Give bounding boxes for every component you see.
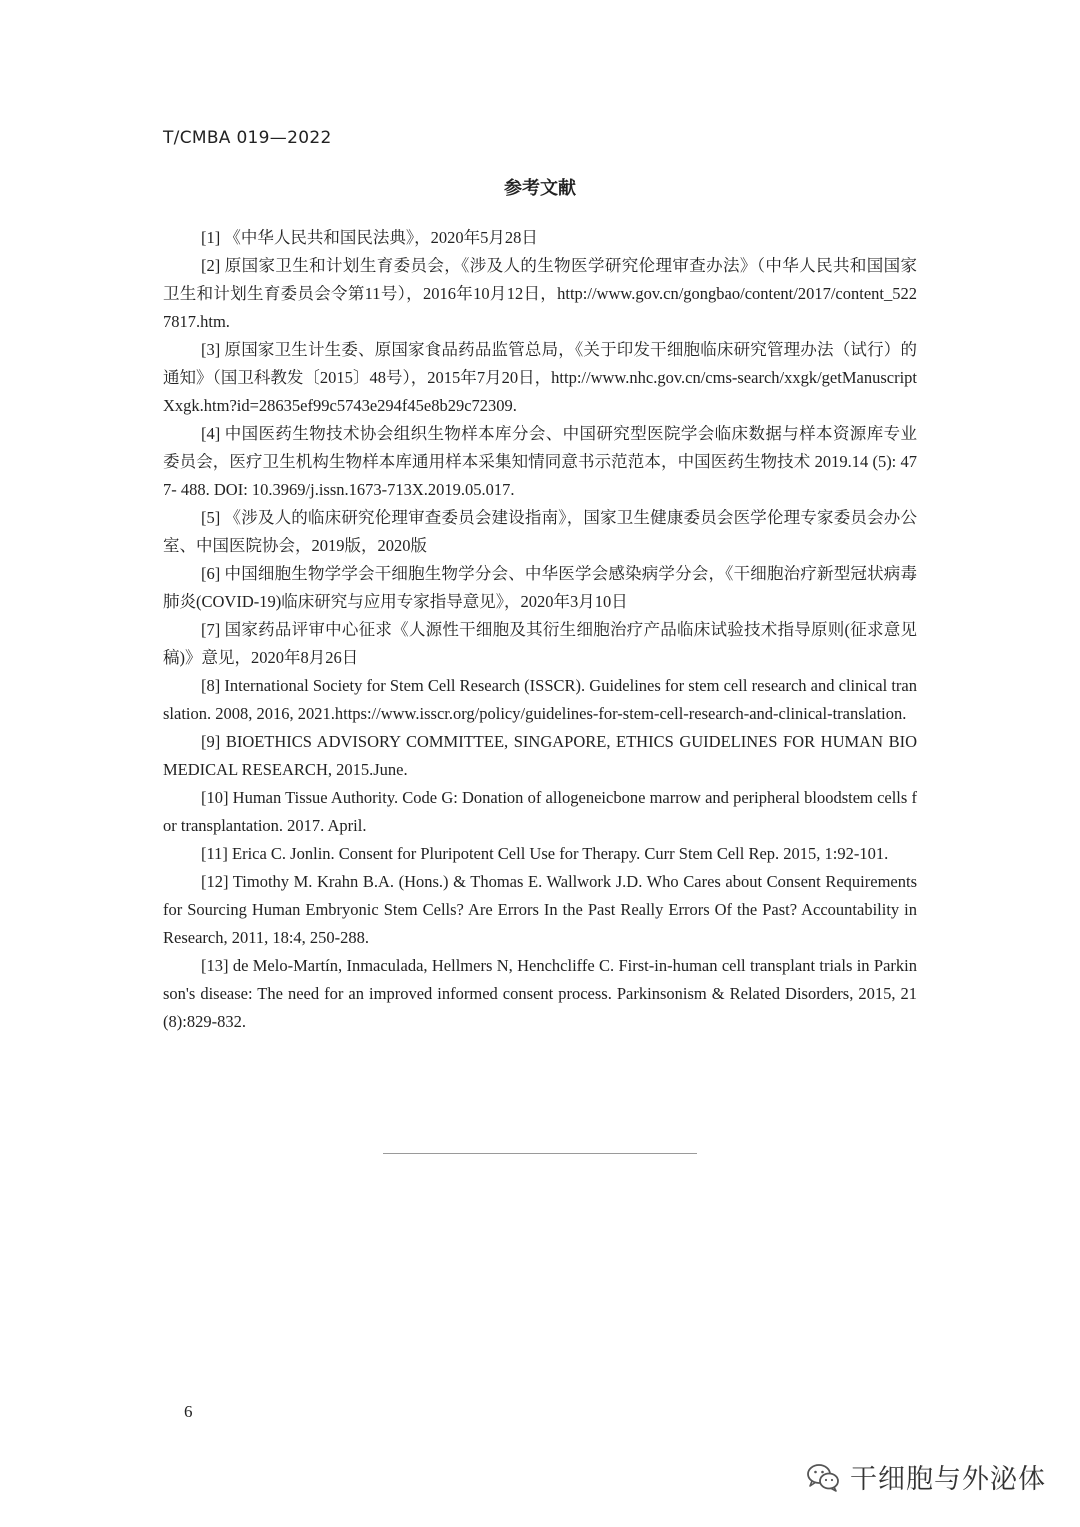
reference-item: [6] 中国细胞生物学学会干细胞生物学分会、中华医学会感染病学分会，《干细胞治疗新型冠状病毒肺炎(COVID-19)临床研究与应用专家指导意见》，2020年3月10日: [163, 564, 917, 611]
watermark: [806, 1457, 1046, 1496]
reference-item: [11] Erica C. Jonlin. Consent for Pluripotent Cell Use for Therapy. Curr Stem Cell Rep. 2015, 1:92-101.: [201, 844, 889, 863]
end-rule: [383, 1153, 697, 1154]
reference-item: [1] 《中华人民共和国民法典》，2020年5月28日: [201, 228, 538, 247]
reference-item: [3] 原国家卫生计生委、原国家食品药品监管总局，《关于印发干细胞临床研究管理办法（试行）的通知》（国卫科教发〔2015〕48号），2015年7月20日，http://www.nhc.gov.cn/cms-search/xxgk/getManuscriptXxgk.htm?id=28635ef99c5743e294f45e8b29c72309.: [163, 340, 917, 415]
reference-item: [5] 《涉及人的临床研究伦理审查委员会建设指南》，国家卫生健康委员会医学伦理专家委员会办公室、中国医院协会，2019版，2020版: [163, 508, 917, 555]
standard-code: T/CMBA 019—2022: [163, 128, 332, 148]
section-title: 参考文献: [504, 178, 576, 199]
reference-item: [9] BIOETHICS ADVISORY COMMITTEE, SINGAPORE, ETHICS GUIDELINES FOR HUMAN BIOMEDICAL RESEARCH, 2015.June.: [163, 732, 917, 779]
reference-list: [163, 224, 917, 1036]
reference-item: [12] Timothy M. Krahn B.A. (Hons.) & Thomas E. Wallwork J.D. Who Cares about Consent Requirements for Sourcing Human Embryonic Stem Cells? Are Errors In the Past Really Errors Of the Past? Accountability in Research, 2011, 18:4, 250-288.: [163, 872, 917, 947]
reference-item: [8] International Society for Stem Cell Research (ISSCR). Guidelines for stem cell research and clinical translation. 2008, 2016, 2021.https://www.isscr.org/policy/guidelines-for-stem-cell-research-and-clinical-translation.: [163, 676, 917, 723]
page-number: 6: [184, 1402, 193, 1421]
reference-item: [7] 国家药品评审中心征求《人源性干细胞及其衍生细胞治疗产品临床试验技术指导原则(征求意见稿)》意见，2020年8月26日: [163, 620, 917, 667]
wechat-icon: [806, 1462, 840, 1492]
watermark-text: 干细胞与外泌体: [850, 1464, 1046, 1495]
reference-item: [13] de Melo-Martín, Inmaculada, Hellmers N, Henchcliffe C. First-in-human cell transplant trials in Parkinson's disease: The need for an improved informed consent process. Parkinsonism & Related Disorders, 2015, 21(8):829-832.: [163, 956, 917, 1031]
reference-item: [2] 原国家卫生和计划生育委员会，《涉及人的生物医学研究伦理审查办法》（中华人民共和国国家卫生和计划生育委员会令第11号），2016年10月12日，http://www.gov.cn/gongbao/content/2017/content_5227817.htm.: [163, 256, 917, 331]
reference-item: [4] 中国医药生物技术协会组织生物样本库分会、中国研究型医院学会临床数据与样本资源库专业委员会，医疗卫生机构生物样本库通用样本采集知情同意书示范范本，中国医药生物技术 2019.14 (5): 477- 488. DOI: 10.3969/j.issn.1673-713X.2019.05.017.: [163, 424, 917, 499]
reference-item: [10] Human Tissue Authority. Code G: Donation of allogeneicbone marrow and peripheral bloodstem cells for transplantation. 2017. April.: [163, 788, 917, 835]
